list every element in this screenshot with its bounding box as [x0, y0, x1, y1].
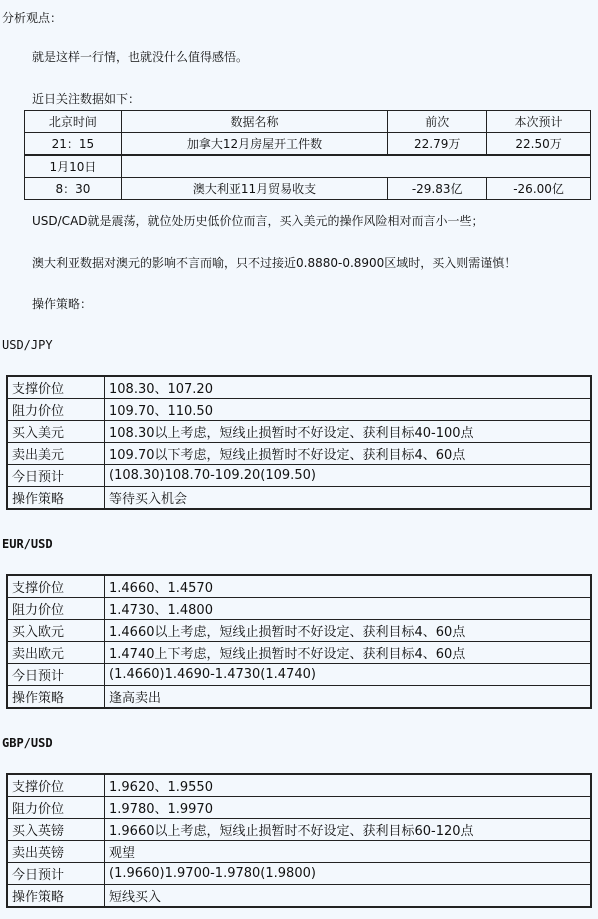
aud-comment: 澳大利亚数据对澳元的影响不言而喻，只不过接近0.8880-0.8900区域时，买入则需谨慎！ [32, 256, 517, 270]
table-row [7, 465, 591, 487]
table-cell: 22.50万 [487, 133, 591, 156]
row-label: 阻力价位 [7, 598, 105, 620]
row-value: 1.4660以上考虑，短线止损暂时不好设定、获利目标4、60点 [105, 620, 592, 642]
table-cell: 1月10日 [25, 155, 122, 178]
table-row [7, 819, 591, 841]
table-cell: 22.79万 [388, 133, 487, 156]
row-label: 买入美元 [7, 421, 105, 443]
strategy-table-eurusd [6, 574, 592, 709]
row-label: 阻力价位 [7, 797, 105, 819]
table-cell: 21：15 [25, 133, 122, 156]
table-header-row [25, 111, 591, 133]
row-label: 今日预计 [7, 664, 105, 686]
table-cell [121, 155, 590, 178]
row-label: 买入欧元 [7, 620, 105, 642]
table-row [7, 841, 591, 863]
table-row [7, 443, 591, 465]
col-header-previous: 前次 [388, 111, 487, 133]
row-label: 支撑价位 [7, 774, 105, 797]
row-value: (1.9660)1.9700-1.9780(1.9800) [105, 863, 592, 885]
row-label: 操作策略 [7, 487, 105, 510]
table-row [7, 575, 591, 598]
opinion-text: 就是这样一行情，也就没什么值得感悟。 [32, 50, 249, 64]
focus-title: 近日关注数据如下： [32, 92, 141, 106]
col-header-name: 数据名称 [121, 111, 387, 133]
row-label: 今日预计 [7, 863, 105, 885]
row-value: 108.30、107.20 [105, 376, 592, 399]
table-row [7, 885, 591, 908]
table-row [7, 598, 591, 620]
table-row [7, 376, 591, 399]
col-header-time: 北京时间 [25, 111, 122, 133]
row-value: 等待买入机会 [105, 487, 592, 510]
section-title-eurusd: EUR/USD [2, 537, 53, 551]
row-value: (1.4660)1.4690-1.4730(1.4740) [105, 664, 592, 686]
table-row [7, 642, 591, 664]
table-row [25, 178, 591, 200]
row-label: 阻力价位 [7, 399, 105, 421]
row-label: 支撑价位 [7, 575, 105, 598]
row-label: 卖出英镑 [7, 841, 105, 863]
row-label: 卖出欧元 [7, 642, 105, 664]
row-value: 1.9620、1.9550 [105, 774, 592, 797]
table-row [25, 133, 591, 156]
row-value: 1.4740上下考虑，短线止损暂时不好设定、获利目标4、60点 [105, 642, 592, 664]
row-value: 109.70、110.50 [105, 399, 592, 421]
section-title-usdjpy: USD/JPY [2, 338, 53, 352]
table-cell: 8：30 [25, 178, 122, 200]
table-row [7, 487, 591, 510]
row-value: 1.9780、1.9970 [105, 797, 592, 819]
strategy-title: 操作策略： [32, 297, 93, 311]
table-cell: 加拿大12月房屋开工件数 [121, 133, 387, 156]
row-label: 操作策略 [7, 885, 105, 908]
row-label: 操作策略 [7, 686, 105, 709]
row-label: 今日预计 [7, 465, 105, 487]
table-row [7, 620, 591, 642]
table-cell: -26.00亿 [487, 178, 591, 200]
economic-data-table [24, 110, 591, 200]
strategy-table-gbpusd [6, 773, 592, 908]
table-row [7, 774, 591, 797]
section-title-gbpusd: GBP/USD [2, 736, 53, 750]
row-value: 1.4730、1.4800 [105, 598, 592, 620]
row-label: 买入英镑 [7, 819, 105, 841]
row-value: 109.70以下考虑，短线止损暂时不好设定、获利目标4、60点 [105, 443, 592, 465]
table-row [7, 664, 591, 686]
analysis-title: 分析观点： [2, 11, 63, 25]
table-row [7, 686, 591, 709]
table-row [7, 797, 591, 819]
row-value: (108.30)108.70-109.20(109.50) [105, 465, 592, 487]
table-cell: 澳大利亚11月贸易收支 [121, 178, 387, 200]
row-value: 观望 [105, 841, 592, 863]
table-row [7, 863, 591, 885]
row-value: 逢高卖出 [105, 686, 592, 709]
table-row [25, 155, 591, 178]
usdcad-comment: USD/CAD就是震荡，就位处历史低价位而言，买入美元的操作风险相对而言小一些； [32, 214, 484, 228]
strategy-table-usdjpy [6, 375, 592, 510]
row-label: 支撑价位 [7, 376, 105, 399]
col-header-forecast: 本次预计 [487, 111, 591, 133]
row-label: 卖出美元 [7, 443, 105, 465]
row-value: 1.4660、1.4570 [105, 575, 592, 598]
table-cell: -29.83亿 [388, 178, 487, 200]
row-value: 108.30以上考虑，短线止损暂时不好设定、获利目标40-100点 [105, 421, 592, 443]
row-value: 1.9660以上考虑，短线止损暂时不好设定、获利目标60-120点 [105, 819, 592, 841]
table-row [7, 421, 591, 443]
row-value: 短线买入 [105, 885, 592, 908]
table-row [7, 399, 591, 421]
